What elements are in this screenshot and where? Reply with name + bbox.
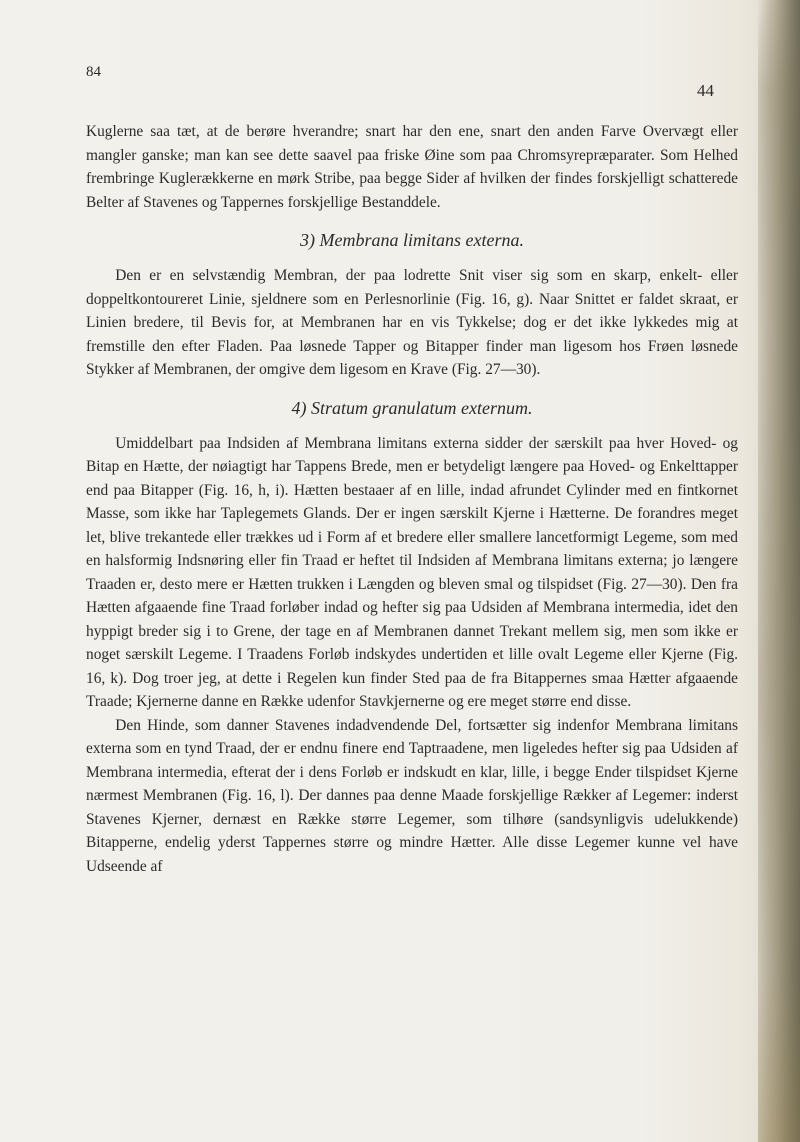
section-heading-stratum: 4) Stratum granulatum externum.: [291, 397, 533, 418]
paragraph-4: Den Hinde, som danner Stavenes indadvendende Del, fortsætter sig indenfor Membrana limitans externa som en tynd Traad, der er endnu finere end Taptraadene, men ligeledes hefter sig paa Udsiden af Membrana intermedia, efterat der i dens Forløb er indskudt en klar, lille, i begge Ender tilspidset Kjerne nærmest Membranen (Fig. 16, l). Der dannes paa denne Maade forskjellige Rækker af Legemer: inderst Stavenes Kjerner, dernæst en Række større Legemer, som tilhøre (sandsynligvis udelukkende) Bitapperne, endelig yderst Tappernes større og mindre Hætter. Alle disse Legemer kunne vel have Udseende af: [86, 716, 738, 875]
page-edge-shadow: [758, 0, 800, 1142]
page-number-printed: 84: [86, 64, 101, 80]
paragraph-3: Umiddelbart paa Indsiden af Membrana limitans externa sidder der særskilt paa hver Hoved- og Bitap en Hætte, der nøiagtigt har Tappens Brede, men er betydeligt længere paa Hoved- og Enkelttapper end paa Bitapper (Fig. 16, h, i). Hætten bestaaer af en lille, indad afrundet Cylinder med en fintkornet Masse, som ikke har Taplegemets Glands. Der er ingen særskilt Kjerne i Hætterne. De forandres meget let, blive trekantede eller trækkes ud i Form af et bredere eller smallere lancetformigt Legeme, som med en halsformig Indsnøring eller fin Traad er heftet til Indsiden af Membrana limitans externa; jo længere Traaden er, desto mere er Hætten trukken i Længden og bleven smal og tilspidset (Fig. 27—30). Den fra Hætten afgaaende fine Traad forløber indad og hefter sig paa Udsiden af Membrana intermedia, idet den hyppigt breder sig i to Grene, der tage en af Membranen dannet Trekant mellem sig, men som ikke er noget særskilt Legeme. I Traadens Forløb indskydes undertiden et lille ovalt Legeme eller Kjerne (Fig. 16, k). Dog troer jeg, at dette i Regelen kun finder Sted paa de fra Bitappernes smaa Hætter afgaaende Traade; Kjernerne danne en Række udenfor Stavkjernerne og ere meget større end disse.: [86, 434, 738, 710]
paragraph-1: Kuglerne saa tæt, at de berøre hverandre; snart har den ene, snart den anden Farve Overvægt eller mangler ganske; man kan see dette saavel paa friske Øine som paa Chromsyrepræparater. Som Helhed frembringe Kuglerækkerne en mørk Stribe, paa begge Sider af hvilken der findes forskjelligt schatterede Belter af Stavenes og Tappernes forskjellige Bestanddele.: [86, 123, 738, 211]
page-number-original: 44: [697, 81, 714, 100]
body-text: [86, 120, 738, 878]
section-heading-membrana: 3) Membrana limitans externa.: [300, 230, 524, 250]
paragraph-2: Den er en selvstændig Membran, der paa lodrette Snit viser sig som en skarp, enkelt- eller doppeltkontoureret Linie, sjeldnere som en Perlesnorlinie (Fig. 16, g). Naar Snittet er faldet skraat, er Linien bredere, til Bevis for, at Membranen har en vis Tykkelse; dog er det ikke lykkedes mig at fremstille den efter Fladen. Paa løsnede Tapper og Bitapper finder man ligesom hos Frøen løsnede Stykker af Membranen, der omgive dem ligesom en Krave (Fig. 27—30).: [86, 267, 738, 378]
